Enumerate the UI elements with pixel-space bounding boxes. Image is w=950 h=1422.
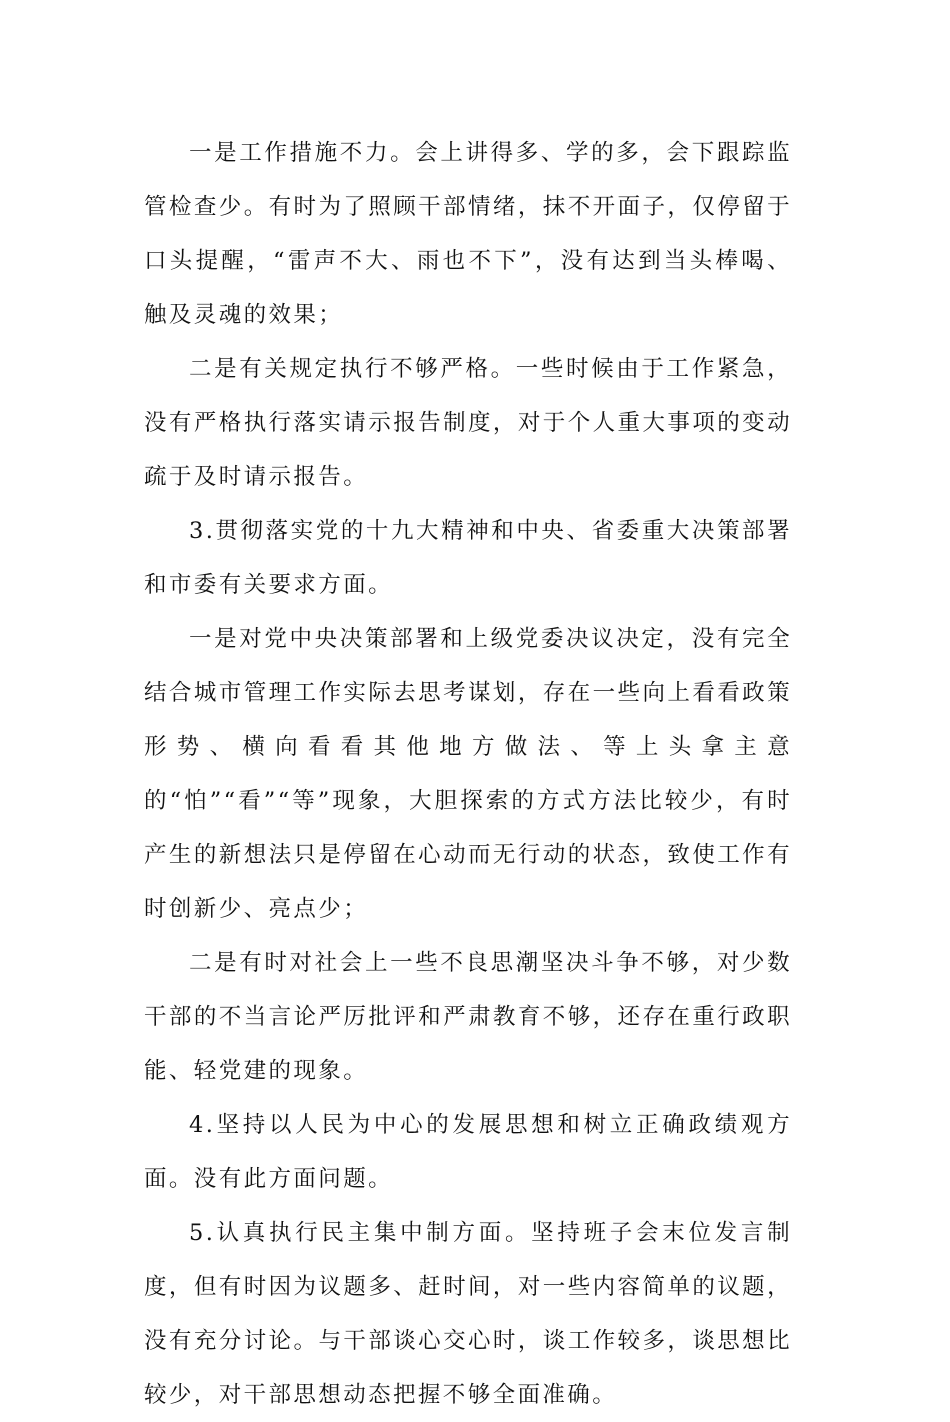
paragraph-2: 二是有关规定执行不够严格。一些时候由于工作紧急，没有严格执行落实请示报告制度，对于个人重大事项的变动疏于及时请示报告。 <box>144 356 792 490</box>
document-body <box>144 126 792 1422</box>
paragraph-7: 5.认真执行民主集中制方面。坚持班子会末位发言制度，但有时因为议题多、赶时间，对一些内容简单的议题，没有充分讨论。与干部谈心交心时，谈工作较多，谈思想比较少，对干部思想动态把握不够全面准确。 <box>144 1220 792 1408</box>
paragraph-4: 一是对党中央决策部署和上级党委决议决定，没有完全结合城市管理工作实际去思考谋划，存在一些向上看看政策形势、横向看看其他地方做法、等上头拿主意的“怕”“看”“等”现象，大胆探索的方式方法比较少，有时产生的新想法只是停留在心动而无行动的状态，致使工作有时创新少、亮点少； <box>144 626 792 922</box>
paragraph-3: 3.贯彻落实党的十九大精神和中央、省委重大决策部署和市委有关要求方面。 <box>144 518 792 598</box>
paragraph-6: 4.坚持以人民为中心的发展思想和树立正确政绩观方面。没有此方面问题。 <box>144 1112 792 1192</box>
paragraph-1: 一是工作措施不力。会上讲得多、学的多，会下跟踪监管检查少。有时为了照顾干部情绪，抹不开面子，仅停留于口头提醒，“雷声不大、雨也不下”，没有达到当头棒喝、触及灵魂的效果； <box>144 140 792 328</box>
paragraph-5: 二是有时对社会上一些不良思潮坚决斗争不够，对少数干部的不当言论严厉批评和严肃教育不够，还存在重行政职能、轻党建的现象。 <box>144 950 792 1084</box>
